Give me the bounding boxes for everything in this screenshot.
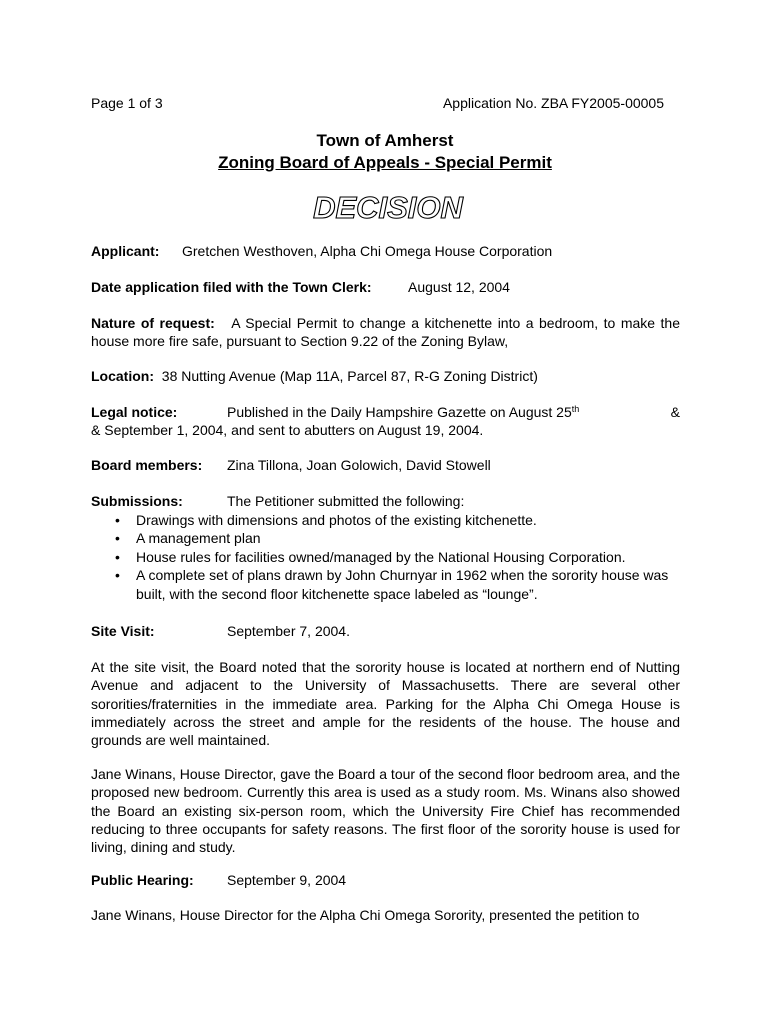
board-title-text: Zoning Board of Appeals - Special Permit: [218, 153, 552, 172]
list-item: [91, 511, 680, 530]
list-item-text: A management plan: [136, 530, 261, 547]
town-title: Town of Amherst: [316, 131, 454, 150]
applicant-value: Gretchen Westhoven, Alpha Chi Omega House Corporation: [182, 243, 553, 259]
application-number: Application No. ZBA FY2005-00005: [442, 95, 664, 111]
site-visit-label: Site Visit:: [91, 623, 155, 639]
location-line: [91, 368, 680, 384]
list-item: [91, 548, 680, 567]
date-filed-label: Date application filed with the Town Clerk:: [91, 279, 372, 295]
applicant-label: Applicant:: [91, 243, 160, 259]
public-hearing-value: September 9, 2004: [227, 872, 347, 888]
decision-heading-text: DECISION: [313, 190, 463, 225]
legal-notice-sup: th: [571, 404, 580, 414]
closing-paragraph: Jane Winans, House Director for the Alpha Chi Omega Sorority, presented the petition to: [91, 907, 640, 923]
nature-paragraph: [91, 314, 680, 351]
bullet-icon: •: [115, 511, 120, 528]
nature-text: A Special Permit to change a kitchenette into a bedroom, to make the house more fire safe, pursuant to Section 9.22 of the Zoning Bylaw,: [91, 315, 681, 350]
public-hearing-line: [91, 872, 680, 888]
legal-notice-text-a: [227, 403, 579, 421]
bullet-icon: •: [115, 567, 120, 584]
submissions-label: Submissions:: [91, 493, 183, 509]
location-value: 38 Nutting Avenue (Map 11A, Parcel 87, R-G Zoning District): [161, 368, 538, 384]
legal-notice-text-a-value: Published in the Daily Hampshire Gazette on August 25: [227, 404, 572, 420]
applicant-line: [91, 243, 680, 259]
submissions-intro: The Petitioner submitted the following:: [227, 493, 465, 509]
bullet-icon: •: [115, 548, 120, 565]
legal-notice-text-b: & September 1, 2004, and sent to abutters on August 19, 2004.: [91, 422, 484, 439]
list-item: [91, 566, 680, 603]
public-hearing-label: Public Hearing:: [91, 872, 194, 888]
board-members-line: [91, 457, 680, 473]
list-item-text: House rules for facilities owned/managed by the National Housing Corporation.: [136, 548, 626, 565]
legal-notice-first-line: [91, 403, 680, 421]
submissions-list: [91, 511, 680, 604]
date-filed-value: August 12, 2004: [408, 279, 510, 295]
site-visit-paragraph: At the site visit, the Board noted that the sorority house is located at northern end of Nutting Avenue and adjacent to the University of Massachusetts. There are several other sororities/fraternities in the immediate area. Parking for the Alpha Chi Omega House is immediately across the street and ample for the residents of the house. The house and grounds are well maintained.: [91, 659, 680, 749]
board-members-value: Zina Tillona, Joan Golowich, David Stowell: [227, 457, 491, 473]
board-title: [0, 153, 770, 173]
list-item-text: A complete set of plans drawn by John Churnyar in 1962 when the sorority house was built, with the second floor kitchenette space labeled as “lounge”.: [136, 567, 669, 602]
submissions-section: [91, 492, 680, 604]
site-visit-line: [91, 623, 680, 639]
board-members-label: Board members:: [91, 457, 203, 473]
decision-heading: [308, 188, 468, 228]
tour-paragraph: Jane Winans, House Director, gave the Board a tour of the second floor bedroom area, and the proposed new bedroom. Currently this area is used as a study room. Ms. Winans also showed the Board an existing six-person room, which the University Fire Chief has recommended reducing to three occupants for safety reasons. The first floor of the sorority house is used for living, dining and study.: [91, 766, 680, 856]
legal-notice-paragraph: [91, 403, 680, 440]
legal-notice-amp: &: [670, 404, 680, 420]
site-visit-value: September 7, 2004.: [227, 623, 350, 639]
submissions-heading: [91, 492, 680, 511]
list-item-text: Drawings with dimensions and photos of the existing kitchenette.: [136, 511, 537, 528]
date-filed-line: [91, 279, 680, 295]
legal-notice-line1: [227, 403, 680, 421]
bullet-icon: •: [115, 530, 120, 547]
legal-notice-label: Legal notice:: [91, 404, 178, 420]
list-item: [91, 529, 680, 548]
nature-label: Nature of request:: [91, 315, 215, 331]
location-label: Location:: [91, 368, 154, 384]
page-number: Page 1 of 3: [91, 95, 163, 111]
